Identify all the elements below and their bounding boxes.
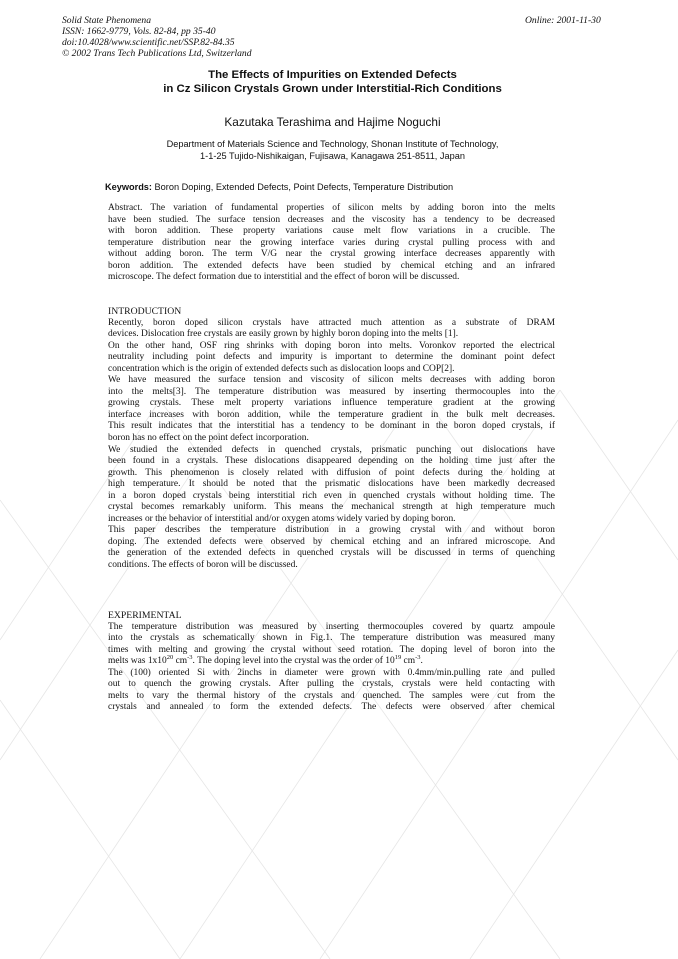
exp-sup: -3 [415,654,421,662]
exp-line: The (100) oriented Si with 2inchs in diameter were grown with 0.4mm/min.pulling rate and pulled [108,667,555,678]
intro-line: Recently, boron doped silicon crystals have attracted much attention as a substrate of DRAM [108,317,555,328]
introduction-section [108,306,555,572]
exp-line: into the crystals as schematically shown in Fig.1. The temperature distribution was measured many [108,633,555,644]
intro-line: This result indicates that the interstitial has a tendency to be dominant in the boron doped crystals, if [108,421,555,432]
exp-sup: 20 [166,654,174,662]
abstract-line: with boron addition. These property variations cause melt flow variations in a crucible. The [108,226,555,237]
intro-line: We studied the extended defects in quenched crystals, prismatic punching out dislocations have [108,444,555,455]
intro-line: doping. The extended defects were observed by chemical etching and an infrared microscope. And [108,536,555,547]
intro-line: high temperature. It should be noted that the prismatic dislocations have been markedly decreased [108,479,555,490]
intro-line: devices. Dislocation free crystals are easily grown by highly boron doping into the melts [1]. [108,329,459,340]
intro-line: conditions. The effects of boron will be discussed. [108,560,298,571]
exp-heading: EXPERIMENTAL [108,610,182,621]
abstract-line: temperature distribution near the growing interface varies during crystal pulling process with and [108,237,555,248]
experimental-section [108,610,555,714]
abstract-line: have been studied. The surface tension decreases and the viscosity has a tendency to be decreased [108,214,555,225]
exp-line: The temperature distribution was measured by inserting thermocouples covered by quartz ampoule [108,621,555,632]
exp-line: times with melting and growing the crystal without seed rotation. The doping level of boron into the [108,644,555,655]
exp-line: crystals and annealed to form the extended defects. The defects were observed after chemical [108,702,555,713]
journal-name: Solid State Phenomena [62,15,151,26]
intro-line: growth. This phenomenon is closely related with diffusion of point defects during the holding at [108,467,555,478]
intro-line: neutrality including point defects and impurity is important to determine the dominant point defect [108,352,555,363]
intro-line: in a boron doped crystals being interstitial rich even in quenched crystals without holding time. The [108,490,555,501]
intro-line: concentration which is the origin of extended defects such as dislocation loops and COP[2]. [108,363,455,374]
keywords-text: Boron Doping, Extended Defects, Point Defects, Temperature Distribution [154,182,454,192]
exp-line-doping [108,656,555,668]
paper-title [100,68,565,96]
exp-text: cm [173,656,188,667]
intro-line: boron has no effect on the point defect incorporation. [108,433,309,444]
intro-line: increases or the behavior of interstitial and/or oxygen atoms widely varied by doping boron. [108,513,456,524]
exp-text: cm [401,656,416,667]
exp-sup: -3 [187,654,193,662]
affiliation-line-1: Department of Materials Science and Technology, Shonan Institute of Technology, [166,139,499,149]
intro-line: We have measured the surface tension and viscosity of silicon melts decreases with adding boron [108,375,555,386]
authors: Kazutaka Terashima and Hajime Noguchi [224,115,441,129]
doi-line: doi:10.4028/www.scientific.net/SSP.82-84.35 [62,37,235,48]
issn-line: ISSN: 1662-9779, Vols. 82-84, pp 35-40 [62,26,216,37]
online-date: Online: 2001-11-30 [525,15,601,26]
abstract-line: microscope. The defect formation due to interstitial and the effect of boron will be discussed. [108,272,460,283]
exp-sup: 19 [394,654,402,662]
intro-line: the generation of the extended defects in quenched crystals will be discussed in terms of quenching [108,548,555,559]
intro-line: into the melts[3]. The temperature distribution was measured by inserting thermocouples into the [108,386,555,397]
intro-line: crystal becomes remarkably uniform. This means the mechanical strength at high temperature much [108,502,555,513]
keywords [105,182,565,192]
affiliation-line-2: 1-1-25 Tujido-Nishikaigan, Fujisawa, Kanagawa 251-8511, Japan [200,151,465,161]
journal-header [62,15,252,59]
abstract-line: without adding boron. The term V/G near the crystal growing interface decreases apparently with [108,249,555,260]
intro-line: growing crystals. These melt property variations influence temperature gradient at the growing [108,398,555,409]
intro-line: On the other hand, OSF ring shrinks with doping boron into melts. Voronkov reported the electrical [108,340,555,351]
exp-text: . The doping level into the crystal was the order of 10 [192,656,395,667]
keywords-label: Keywords: [105,182,152,192]
copyright-line: © 2002 Trans Tech Publications Ltd, Switzerland [62,48,252,59]
exp-text: melts was 1x10 [108,656,167,667]
intro-line: interface increases with boron addition, while the temperature gradient in the bulk melt decreases. [108,409,555,420]
abstract-line: Abstract. The variation of fundamental properties of silicon melts by adding boron into the melts [108,203,555,213]
intro-line: been found in a crystals. These dislocations disappeared depending on the holding time just after the [108,456,555,467]
abstract [108,203,555,284]
intro-heading: INTRODUCTION [108,306,182,317]
exp-line: out to quench the growing crystals. After pulling the crystals, crystals were held contacting with [108,679,555,690]
exp-line: melts to vary the thermal history of the crystals and quenched. The samples were cut from the [108,690,555,701]
intro-line: This paper describes the temperature distribution in a growing crystal with and without boron [108,525,555,536]
abstract-line: boron addition. The extended defects have been studied by chemical etching and an infrared [108,260,555,271]
exp-text: . [420,656,423,667]
affiliation [100,138,565,162]
title-line-1: The Effects of Impurities on Extended Defects [208,69,457,81]
title-line-2: in Cz Silicon Crystals Grown under Interstitial-Rich Conditions [163,83,502,95]
